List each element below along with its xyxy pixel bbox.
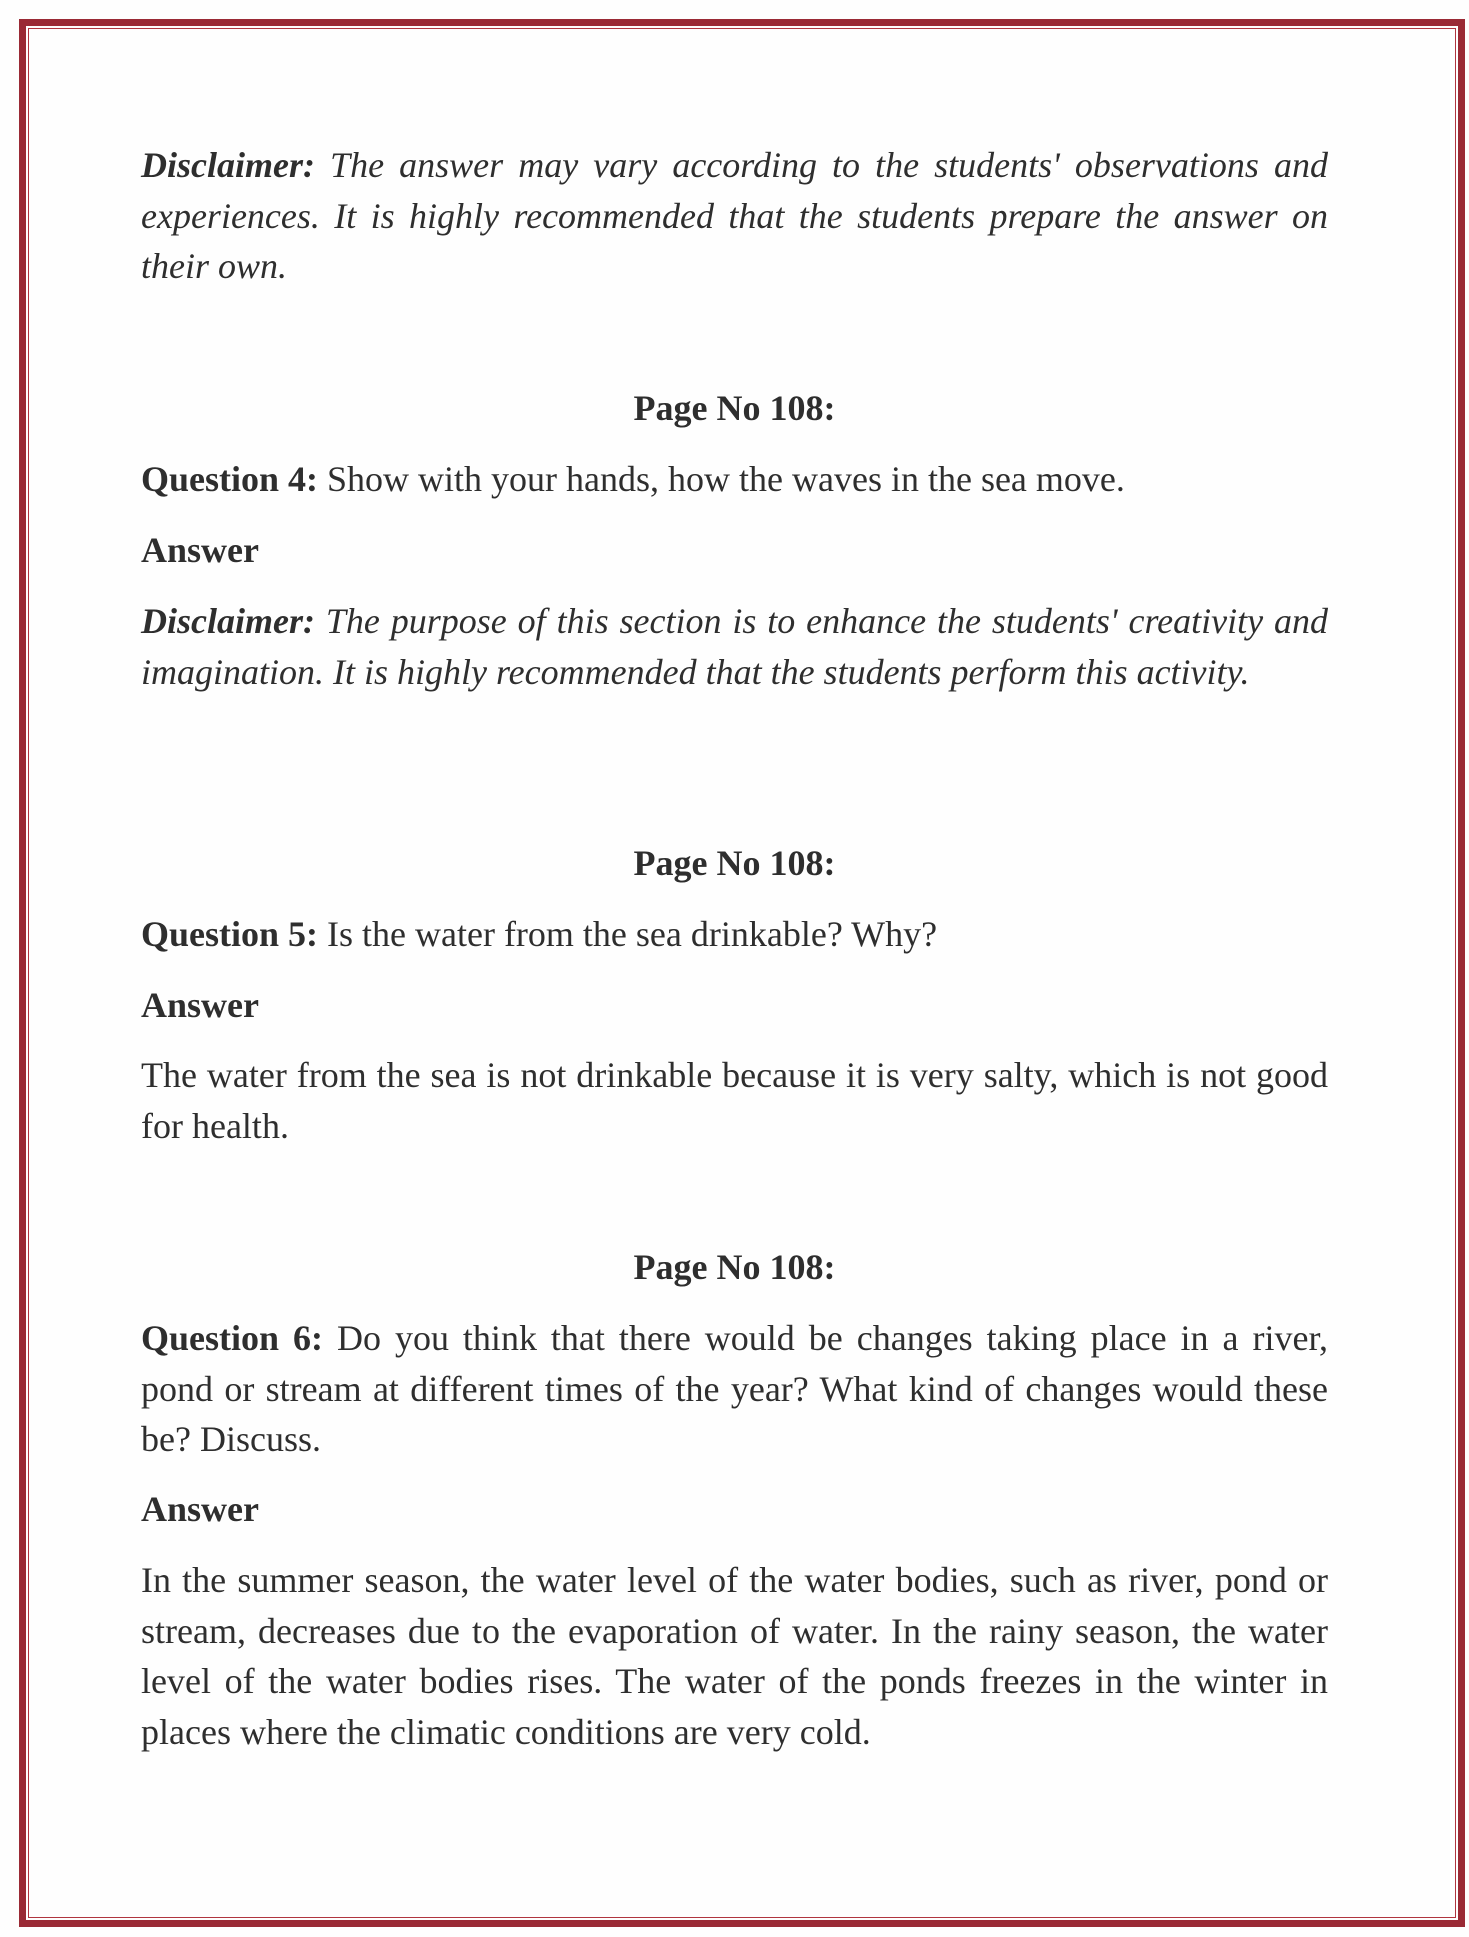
disclaimer-label: Disclaimer: [141, 145, 315, 185]
question-label: Question 5: [141, 914, 319, 954]
answer-heading [141, 980, 1328, 1031]
disclaimer-label: Disclaimer: [141, 601, 315, 641]
answer-heading [141, 525, 1328, 576]
question-label: Question 6: [141, 1318, 323, 1358]
page-heading-text: Page No 108: [633, 388, 836, 428]
answer-label: Answer [141, 1489, 259, 1529]
question-6 [141, 1313, 1328, 1465]
answer-label: Answer [141, 530, 259, 570]
question-label: Question 4: [141, 459, 319, 499]
page-heading-text: Page No 108: [633, 1247, 836, 1287]
answer-label: Answer [141, 985, 259, 1025]
disclaimer-activity [141, 596, 1328, 697]
question-text: Do you think that there would be changes taking place in a river, pond or stream at different times of the year? What kind of changes would these be? Discuss. [141, 1318, 1328, 1459]
disclaimer-intro [141, 140, 1328, 292]
page-heading-text: Page No 108: [633, 843, 836, 883]
page-heading [141, 1242, 1328, 1293]
question-text: Show with your hands, how the waves in the sea move. [318, 459, 1125, 499]
answer-text: In the summer season, the water level of the water bodies, such as river, pond or stream, decreases due to the evaporation of water. In the rainy season, the water level of the water bodies rises. The water of the ponds freezes in the winter in places where the climatic conditions are very cold. [141, 1560, 1328, 1752]
answer-text: The water from the sea is not drinkable because it is very salty, which is not good for health. [141, 1055, 1328, 1146]
answer-heading [141, 1484, 1328, 1535]
disclaimer-text: The purpose of this section is to enhance the students' creativity and imagination. It is highly recommended that the students perform this activity. [141, 601, 1328, 692]
disclaimer-text: The answer may vary according to the students' observations and experiences. It is highly recommended that the students prepare the answer on their own. [141, 145, 1328, 286]
page-heading [141, 383, 1328, 434]
question-5 [141, 909, 1328, 960]
page-heading [141, 838, 1328, 889]
question-text: Is the water from the sea drinkable? Why? [318, 914, 938, 954]
question-4 [141, 454, 1328, 505]
